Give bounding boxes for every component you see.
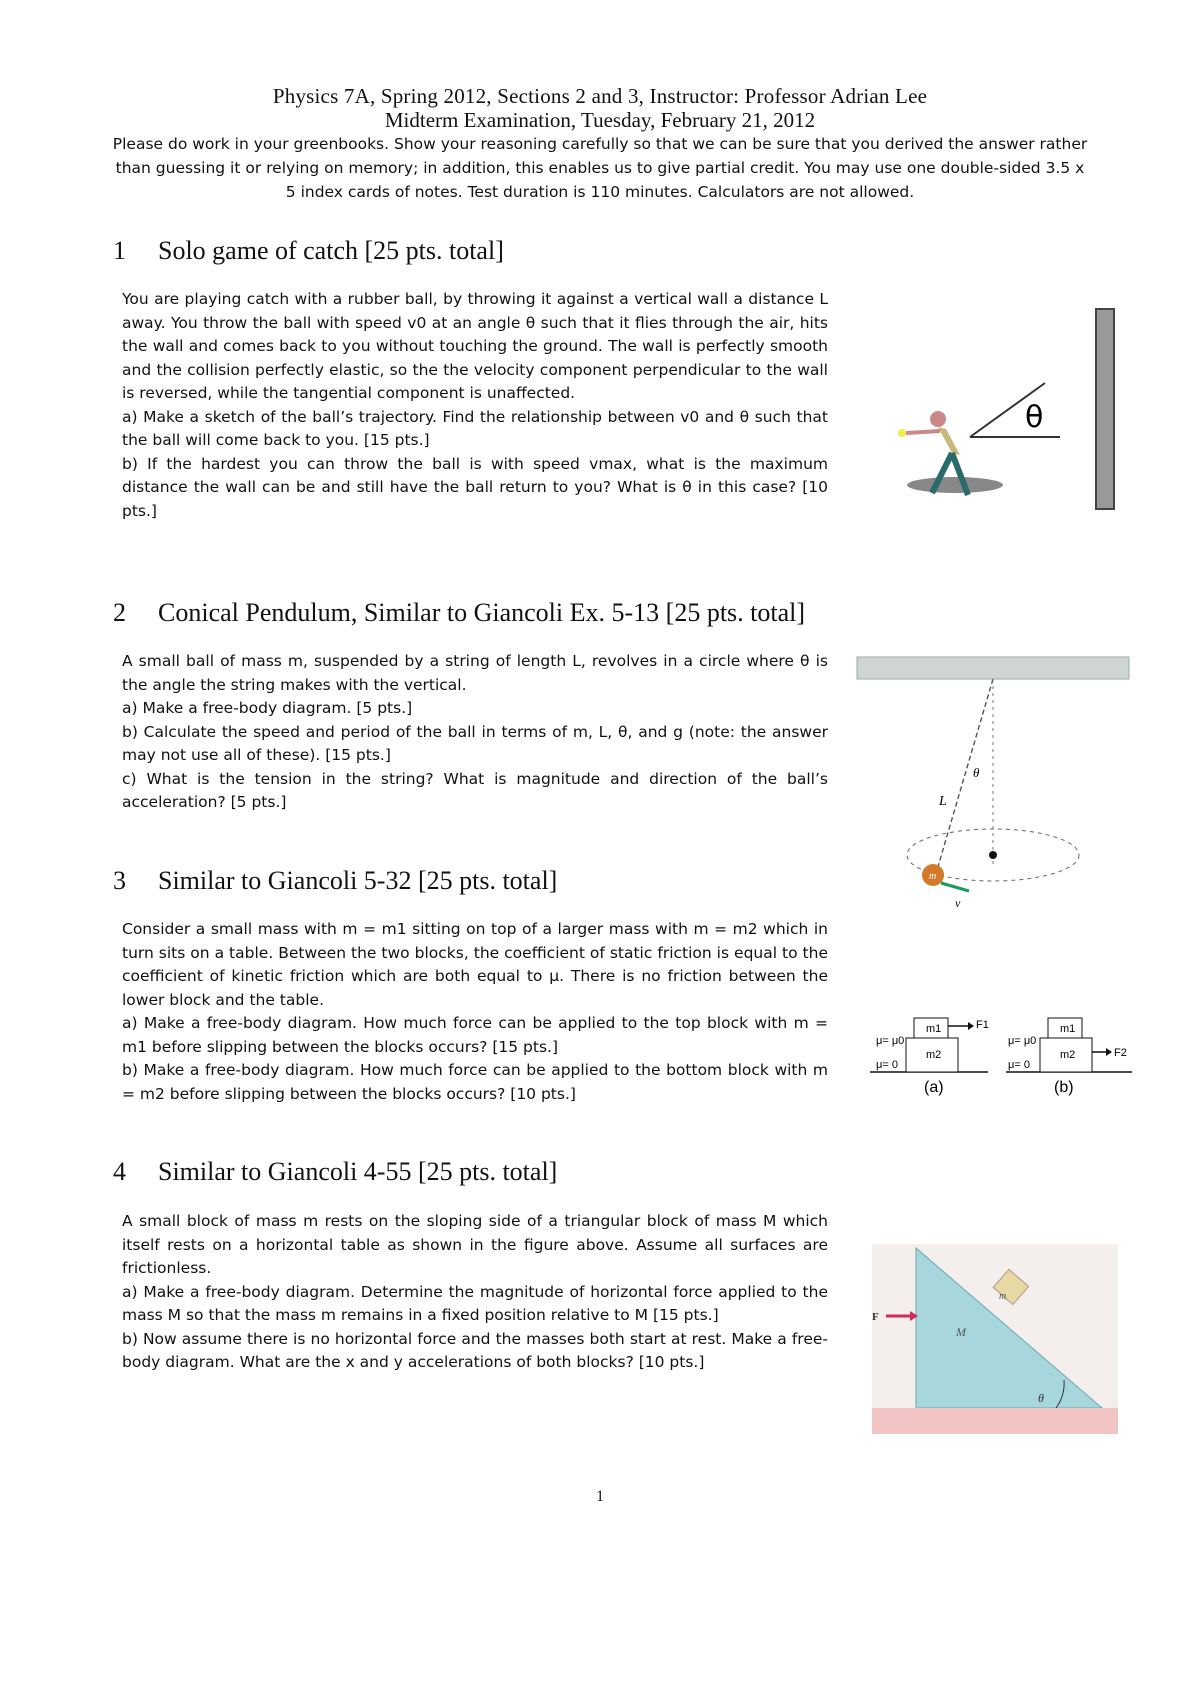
m1-label: m1 (1060, 1023, 1076, 1035)
m1-label: m1 (926, 1023, 942, 1035)
ceiling (857, 657, 1129, 679)
angle-label: θ (1038, 1391, 1044, 1405)
velocity-arrow (941, 883, 969, 891)
exam-title: Physics 7A, Spring 2012, Sections 2 and 3, Instructor: Professor Adrian Lee (272, 84, 928, 108)
big-mass-label: M (956, 1325, 966, 1339)
string (937, 679, 993, 870)
length-label: L (939, 794, 947, 809)
section-title: Conical Pendulum, Similar to Giancoli Ex. 5-13 [25 pts. total] (158, 598, 806, 627)
section-3-heading (113, 866, 557, 896)
blocks-figure (870, 1012, 1140, 1104)
section-intro: You are playing catch with a rubber ball, by throwing it against a vertical wall a distance L away. You throw the ball with speed v0 at an angle θ such that it flies through the air, hits the wall and comes back to you without touching the ground. The wall is perfectly smooth and the collision perfectly elastic, so the the velocity component perpendicular to the wall is reversed, while the tangential component is unaffected. (122, 290, 828, 402)
section-2-body (122, 650, 828, 815)
section-part: a) Make a free-body diagram. Determine the magnitude of horizontal force applied to the mass M so that the mass m remains in a fixed position relative to M [15 pts.] (122, 1282, 828, 1324)
velocity-label: v (955, 896, 961, 910)
theta-label: θ (973, 765, 980, 780)
m2-label: m2 (1060, 1049, 1076, 1061)
section-1-heading (113, 236, 504, 266)
section-part: b) Make a free-body diagram. How much force can be applied to the bottom block with m = m2 before slipping between the blocks occurs? [10 pts.] (122, 1061, 828, 1103)
mass-label: m (929, 871, 937, 882)
table-surface (872, 1408, 1118, 1434)
mu-bottom-label: μ= 0 (1008, 1059, 1030, 1071)
section-intro: Consider a small mass with m = m1 sitting on top of a larger mass with m = m2 which in turn sits on a table. Between the two blocks, the coefficient of static friction is equal to the coefficient of kinetic friction which are both equal to μ. There is no friction between the lower block and the table. (122, 920, 828, 1009)
section-part: a) Make a free-body diagram. [5 pts.] (122, 699, 413, 717)
section-4-body (122, 1210, 828, 1375)
label-b: (b) (1054, 1079, 1074, 1096)
section-title: Solo game of catch [25 pts. total] (158, 236, 504, 265)
label-a: (a) (924, 1079, 944, 1096)
f1-label: F1 (976, 1019, 989, 1031)
section-4-heading (113, 1157, 557, 1187)
f2-label: F2 (1114, 1047, 1127, 1059)
arrowhead (1106, 1048, 1112, 1056)
section-part: a) Make a free-body diagram. How much force can be applied to the top block with m = m1 before slipping between the blocks occurs? [15 pts.] (122, 1014, 828, 1056)
section-part: a) Make a sketch of the ball’s trajectory. Find the relationship between v0 and θ such that the ball will come back to you. [15 pts.] (122, 407, 828, 449)
section-title: Similar to Giancoli 4-55 [25 pts. total] (158, 1157, 558, 1186)
section-intro: A small ball of mass m, suspended by a string of length L, revolves in a circle where θ is the angle the string makes with the vertical. (122, 652, 828, 694)
section-2-heading (113, 598, 805, 628)
mu-top-label: μ= μ0 (1008, 1035, 1037, 1047)
arrowhead (968, 1022, 974, 1030)
section-number: 3 (113, 866, 126, 895)
theta-label: θ (1025, 400, 1044, 435)
section-title: Similar to Giancoli 5-32 [25 pts. total] (158, 866, 558, 895)
force-label: F (872, 1311, 879, 1323)
section-part: b) If the hardest you can throw the ball is with speed vmax, what is the maximum distance the wall can be and still have the ball return to you? What is θ in this case? [10 pts.] (122, 454, 828, 520)
wall (1096, 309, 1114, 509)
section-1-body (122, 288, 828, 523)
circle-center (989, 851, 997, 859)
section-part: b) Calculate the speed and period of the ball in terms of m, L, θ, and g (note: the answer may not use all of these). [15 pts.] (122, 722, 828, 764)
exam-instructions: Please do work in your greenbooks. Show your reasoning carefully so that we can be sure that you derived the answer rather than guessing it or relying on memory; in addition, this enables us to give partial credit. You may use one double-sided 3.5 x 5 index cards of notes. Test duration is 110 minutes. Calculators are not allowed. (112, 135, 1088, 201)
mu-bottom-label: μ= 0 (876, 1059, 898, 1071)
section-number: 2 (113, 598, 126, 627)
section-number: 1 (113, 236, 126, 265)
conical-pendulum-figure (855, 655, 1133, 915)
section-number: 4 (113, 1157, 126, 1186)
wedge-figure (858, 1244, 1120, 1706)
page-number: 1 (596, 1488, 604, 1505)
section-3-body (122, 918, 828, 1106)
section-part: b) Now assume there is no horizontal force and the masses both start at rest. Make a free-body diagram. What are the x and y accelerations of both blocks? [10 pts.] (122, 1329, 828, 1371)
ball-throw-figure (860, 305, 1125, 515)
m2-label: m2 (926, 1049, 942, 1061)
small-mass-label: m (999, 1291, 1007, 1302)
section-intro: A small block of mass m rests on the sloping side of a triangular block of mass M which itself rests on a horizontal table as shown in the figure above. Assume all surfaces are frictionless. (122, 1212, 828, 1277)
mu-top-label: μ= μ0 (876, 1035, 905, 1047)
exam-subtitle: Midterm Examination, Tuesday, February 21, 2012 (384, 108, 816, 132)
section-part: c) What is the tension in the string? What is magnitude and direction of the ball’s acceleration? [5 pts.] (122, 769, 828, 811)
